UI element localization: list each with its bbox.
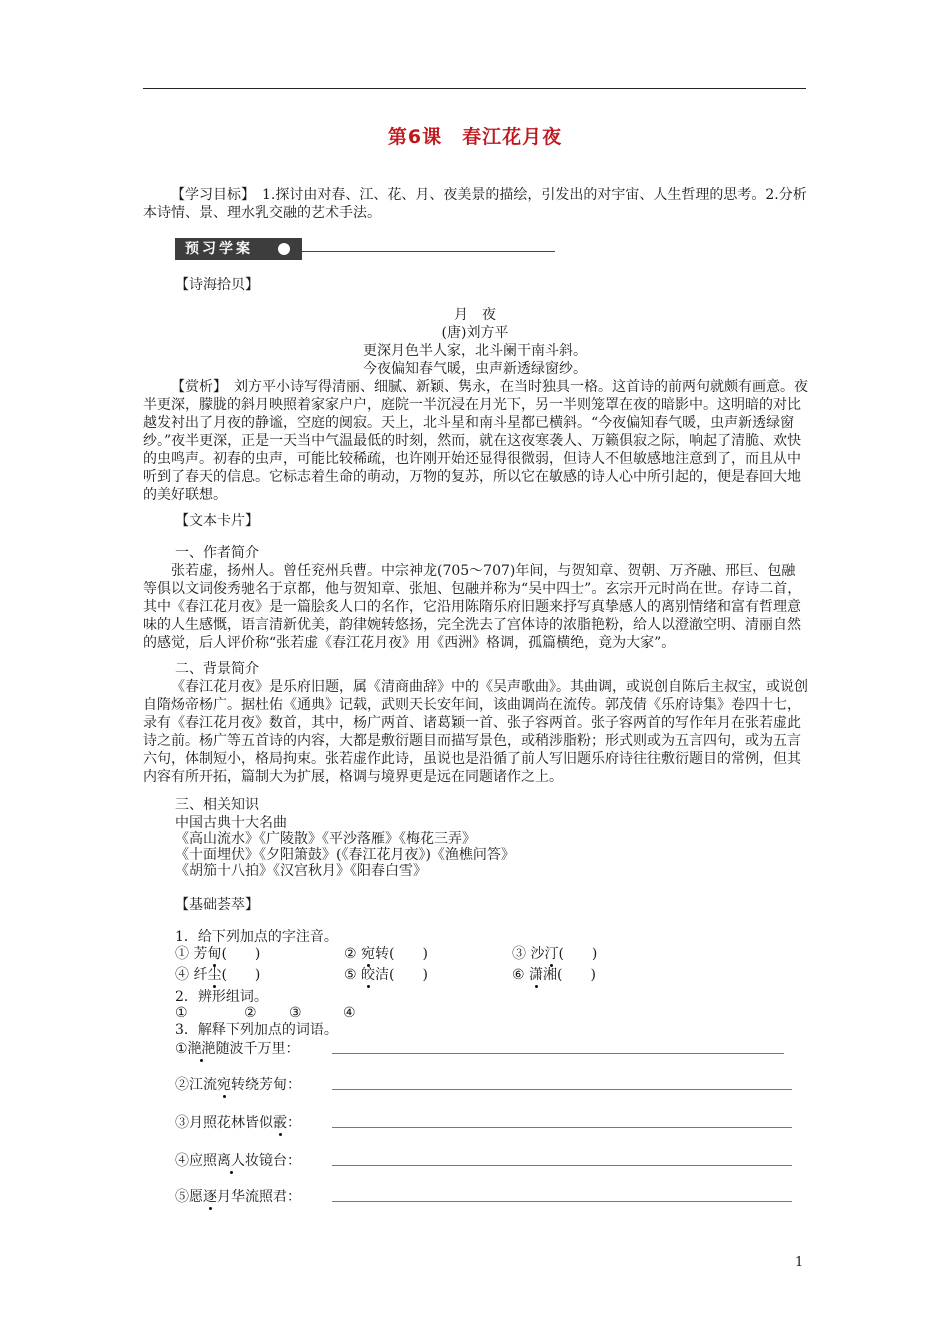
q1-item: ② 宛转( ) [344, 946, 428, 962]
q1-item: ① 芳甸( ) [175, 946, 261, 962]
section-heading-text-card: 【文本卡片】 [175, 513, 259, 529]
banner-rule [302, 251, 555, 252]
preview-label: 预习学案 [175, 238, 302, 260]
q1-item: ⑥ 潇湘( ) [512, 967, 596, 983]
question-2: 2．辨形组词。 [175, 989, 268, 1005]
author-paragraph: 张若虚，扬州人。曾任兖州兵曹。中宗神龙(705～707)年间，与贺知章、贺朝、万齐融、邢巨、包融等俱以文词俊秀驰名于京都，他与贺知章、张旭、包融并称为“吴中四士”。玄宗开元时尚在世。存诗二首，其中《春江花月夜》是一篇脍炙人口的名作，它沿用陈隋乐府旧题来抒写真挚感人的离别情绪和富有哲理意味的人生感慨，语言清新优美，韵律婉转悠扬，完全洗去了宫体诗的浓脂艳粉，给人以澄澈空明、清丽自然的感觉，后人评价称“张若虚《春江花月夜》用《西洲》格调，孤篇横绝，竟为大家”。 [143, 563, 802, 651]
answer-line[interactable] [332, 1053, 784, 1054]
answer-line[interactable] [332, 1165, 792, 1166]
q2-item: ③ [289, 1005, 302, 1021]
knowledge-subheading: 中国古典十大名曲 [175, 815, 287, 831]
q2-item: ② [244, 1005, 257, 1021]
q3-item: ①滟滟随波千万里： [175, 1041, 300, 1057]
poem-author: (唐)刘方平 [441, 325, 509, 341]
preview-section-banner [175, 238, 555, 260]
q3-item: ④应照离人妆镜台： [175, 1153, 301, 1169]
q1-item: ④ 纤尘( ) [175, 967, 261, 983]
q3-item: ②江流宛转绕芳甸： [175, 1077, 301, 1093]
songs-line-3: 《胡笳十八拍》《汉宫秋月》《阳春白雪》 [175, 863, 427, 879]
learning-objectives: 【学习目标】 1.探讨由对春、江、花、月、夜美景的描绘，引发出的对宇宙、人生哲理的思考。2.分析本诗情、景、理水乳交融的艺术手法。 [143, 187, 807, 221]
section-heading-poetry: 【诗海拾贝】 [175, 277, 259, 293]
q3-item: ③月照花林皆似霰： [175, 1115, 301, 1131]
author-heading: 一、作者简介 [175, 545, 259, 561]
songs-line-2: 《十面埋伏》《夕阳箫鼓》(《春江花月夜》)《渔樵问答》 [175, 847, 515, 863]
appreciation-paragraph: 【赏析】 刘方平小诗写得清丽、细腻、新颖、隽永，在当时独具一格。这首诗的前两句就颇有画意。夜半更深，朦胧的斜月映照着家家户户，庭院一半沉浸在月光下，另一半则笼罩在夜的暗影中。这明暗的对比越发衬出了月夜的静谧，空庭的阒寂。天上，北斗星和南斗星都已横斜。“今夜偏知春气暖，虫声新透绿窗纱。”夜半更深，正是一天当中气温最低的时刻，然而，就在这夜寒袭人、万籁俱寂之际，响起了清脆、欢快的虫鸣声。初春的虫声，可能比较稀疏，也许刚开始还显得很微弱，但诗人不但敏感地注意到了，而且从中听到了春天的信息。它标志着生命的萌动，万物的复苏，所以它在敏感的诗人心中所引起的，便是春回大地的美好联想。 [143, 379, 808, 503]
bullet-dot-icon [278, 243, 290, 255]
answer-line[interactable] [332, 1127, 792, 1128]
knowledge-heading: 三、相关知识 [175, 797, 259, 813]
lesson-title: 第6课 春江花月夜 [387, 126, 563, 148]
poem-title: 月 夜 [454, 307, 496, 323]
question-1: 1．给下列加点的字注音。 [175, 929, 338, 945]
answer-line[interactable] [332, 1201, 792, 1202]
poem-line-1: 更深月色半人家，北斗阑干南斗斜。 [363, 343, 587, 359]
header-rule [143, 88, 806, 89]
background-heading: 二、背景简介 [175, 661, 259, 677]
q2-item: ① [175, 1005, 188, 1021]
section-heading-basics: 【基础荟萃】 [175, 897, 259, 913]
q1-item: ③ 沙汀( ) [512, 946, 598, 962]
question-3: 3．解释下列加点的词语。 [175, 1022, 338, 1038]
poem-line-2: 今夜偏知春气暖，虫声新透绿窗纱。 [363, 361, 587, 377]
songs-line-1: 《高山流水》《广陵散》《平沙落雁》《梅花三弄》 [175, 831, 476, 847]
page-number: 1 [795, 1255, 804, 1270]
q2-item: ④ [343, 1005, 356, 1021]
q1-item: ⑤ 皎洁( ) [344, 967, 428, 983]
background-paragraph: 《春江花月夜》是乐府旧题，属《清商曲辞》中的《吴声歌曲》。其曲调，或说创自陈后主叔宝，或说创自隋炀帝杨广。据杜佑《通典》记载，武则天长安年间，该曲调尚在流传。郭茂倩《乐府诗集》卷四十七，录有《春江花月夜》数首，其中，杨广两首、诸葛颖一首、张子容两首。张子容两首的写作年月在张若虚此诗之前。杨广等五首诗的内容，大都是敷衍题目而描写景色，或稍涉脂粉；形式则或为五言四句，或为五言六句，体制短小，格局拘束。张若虚作此诗，虽说也是沿循了前人写旧题乐府诗往往敷衍题目的常例，但其内容有所开拓，篇制大为扩展，格调与境界更是远在同题诸作之上。 [143, 679, 808, 785]
q3-item: ⑤愿逐月华流照君： [175, 1189, 301, 1205]
answer-line[interactable] [332, 1089, 792, 1090]
